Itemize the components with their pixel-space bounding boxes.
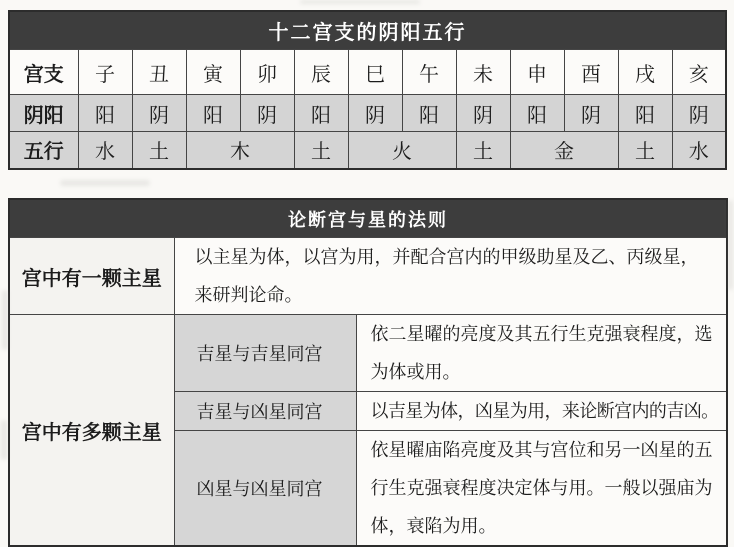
- case-unlucky-unlucky-label: 凶星与凶星同宫: [174, 431, 356, 547]
- wuxing-cell: 土: [456, 132, 510, 169]
- branch-row: [9, 50, 726, 95]
- palace-star-rules-table: [8, 198, 728, 547]
- rule-row-single-star: [9, 238, 727, 315]
- yinyang-cell: 阳: [186, 95, 240, 132]
- branch-cell: 戌: [618, 50, 672, 95]
- scan-artifact: [300, 0, 420, 4]
- case-lucky-unlucky-rule: 以吉星为体，凶星为用，来论断宫内的吉凶。: [356, 392, 727, 431]
- branch-cell: 辰: [294, 50, 348, 95]
- yinyang-cell: 阳: [78, 95, 132, 132]
- table2-title-row: [9, 199, 727, 238]
- branch-cell: 寅: [186, 50, 240, 95]
- wuxing-cell: 土: [132, 132, 186, 169]
- table1-title-row: [9, 11, 726, 50]
- branch-cell: 酉: [564, 50, 618, 95]
- yinyang-cell: 阴: [456, 95, 510, 132]
- wuxing-cell: 土: [294, 132, 348, 169]
- case-lucky-lucky-rule: 依二星曜的亮度及其五行生克强衰程度，选为体或用。: [356, 315, 727, 392]
- branch-cell: 丑: [132, 50, 186, 95]
- branch-cell: 申: [510, 50, 564, 95]
- single-star-label: 宫中有一颗主星: [9, 238, 174, 315]
- branch-cell: 亥: [672, 50, 726, 95]
- yinyang-cell: 阳: [294, 95, 348, 132]
- branch-cell: 未: [456, 50, 510, 95]
- scan-artifact: [1, 420, 7, 460]
- case-lucky-unlucky-label: 吉星与凶星同宫: [174, 392, 356, 431]
- yinyang-cell: 阴: [132, 95, 186, 132]
- branches-wuxing-table: [8, 10, 727, 170]
- yinyang-row: [9, 95, 726, 132]
- wuxing-cell: 金: [510, 132, 618, 169]
- single-star-rule: 以主星为体，以宫为用，并配合宫内的甲级助星及乙、丙级星，来研判论命。: [174, 238, 727, 315]
- wuxing-cell: 水: [672, 132, 726, 169]
- yinyang-cell: 阴: [240, 95, 294, 132]
- table1-title: 十二宫支的阴阳五行: [9, 11, 726, 50]
- scan-artifact: [60, 180, 150, 186]
- wuxing-cell: 土: [618, 132, 672, 169]
- wuxing-cell: 木: [186, 132, 294, 169]
- yinyang-cell: 阴: [564, 95, 618, 132]
- branch-cell: 卯: [240, 50, 294, 95]
- wuxing-row-header: 五行: [9, 132, 78, 169]
- yinyang-row-header: 阴阳: [9, 95, 78, 132]
- yinyang-cell: 阴: [672, 95, 726, 132]
- yinyang-cell: 阳: [402, 95, 456, 132]
- wuxing-cell: 水: [78, 132, 132, 169]
- rule-row-lucky-lucky: [9, 315, 727, 392]
- yinyang-cell: 阴: [348, 95, 402, 132]
- case-lucky-lucky-label: 吉星与吉星同宫: [174, 315, 356, 392]
- yinyang-cell: 阳: [510, 95, 564, 132]
- branch-cell: 巳: [348, 50, 402, 95]
- wuxing-cell: 火: [348, 132, 456, 169]
- branch-cell: 午: [402, 50, 456, 95]
- yinyang-cell: 阳: [618, 95, 672, 132]
- wuxing-row: [9, 132, 726, 169]
- table2-title: 论断宫与星的法则: [9, 199, 727, 238]
- branch-cell: 子: [78, 50, 132, 95]
- scan-artifact: [728, 200, 733, 290]
- multiple-star-label: 宫中有多颗主星: [9, 315, 174, 547]
- branch-row-header: 宫支: [9, 50, 78, 95]
- case-unlucky-unlucky-rule: 依星曜庙陷亮度及其与宫位和另一凶星的五行生克强衰程度决定体与用。一般以强庙为体，衰陷为用。: [356, 431, 727, 547]
